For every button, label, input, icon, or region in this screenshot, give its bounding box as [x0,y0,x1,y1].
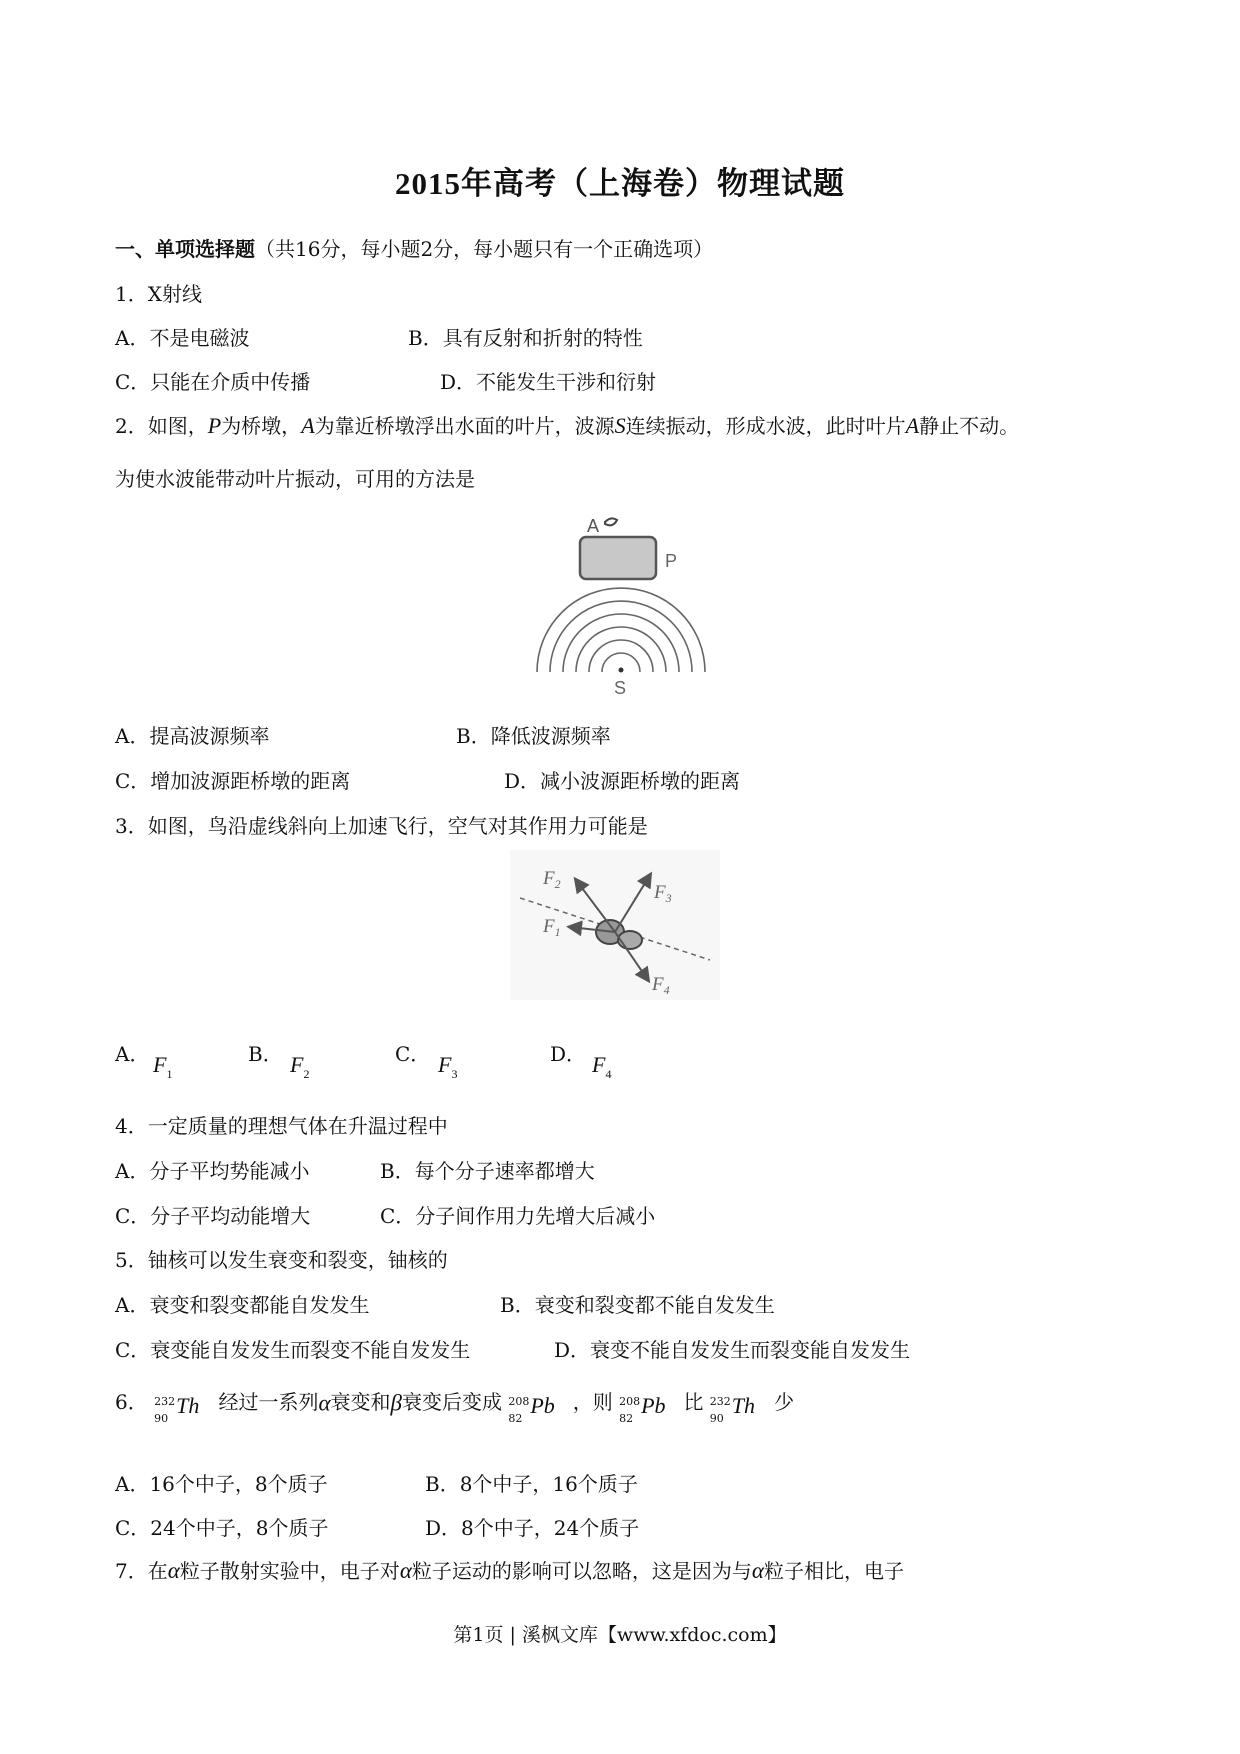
wave-arcs [537,588,705,672]
q5-option-d: D．衰变不能自发发生而裂变能自发发生 [554,1338,911,1362]
q6-option-a: A．16个中子，8个质子 [115,1472,328,1496]
q6-text: 衰变和 [330,1390,391,1414]
q4-option-d: C．分子间作用力先增大后减小 [380,1204,656,1228]
var-p: P [207,413,222,438]
q3-stem: 3．如图，鸟沿虚线斜向上加速飞行，空气对其作用力可能是 [115,814,648,838]
q1-option-c: C．只能在介质中传播 [115,370,311,394]
q7-text: 粒子散射实验中，电子对 [179,1559,400,1583]
q6-option-b: B．8个中子，16个质子 [425,1472,638,1496]
var-a: A [301,413,315,438]
label-p: P [665,551,678,571]
q3-bird-figure [510,850,720,1000]
var-s: S [614,413,626,438]
q6-text: 经过一系列 [218,1390,319,1414]
var-a: A [905,413,920,438]
wave-source-dot [619,668,624,673]
q2-wave-figure [525,508,715,698]
q6-option-d: D．8个中子，24个质子 [425,1516,640,1540]
q6-text: ，则 [572,1390,613,1414]
q3-option-b-value: $F_2$ [290,1052,310,1081]
label-f3: $F_3$ [654,882,672,905]
q5-stem: 5．铀核可以发生衰变和裂变，铀核的 [115,1248,448,1272]
beta-symbol: β [390,1390,402,1416]
q2-text: 为靠近桥墩浮出水面的叶片，波源 [314,414,615,438]
q6-stem [115,1388,795,1425]
q6-text: 衰变后变成 [402,1390,502,1414]
q4-option-c: C．分子平均动能增大 [115,1204,311,1228]
q3-option-b-label: B． [248,1042,283,1066]
q6-option-c: C．24个中子，8个质子 [115,1516,329,1540]
q2-option-a: A．提高波源频率 [115,724,270,748]
q7-text: 粒子相比，电子 [763,1559,904,1583]
q3-option-c-label: C． [395,1042,431,1066]
page-footer: 第1页 | 溪枫文库【www.xfdoc.com】 [453,1624,787,1646]
q3-option-a-label: A． [115,1042,150,1066]
alpha-symbol: α [751,1558,764,1583]
q2-option-c: C．增加波源距桥墩的距离 [115,769,351,793]
q5-option-b: B．衰变和裂变都不能自发发生 [500,1293,775,1317]
nuclide-th232: 232 90 Th [154,1393,200,1425]
section-note: （共16分，每小题2分，每小题只有一个正确选项） [255,237,714,261]
q2-text: 连续振动，形成水波，此时叶片 [625,414,906,438]
q2-stem-line2: 为使水波能带动叶片振动，可用的方法是 [115,467,475,491]
q4-option-b: B．每个分子速率都增大 [380,1159,595,1183]
q1-stem: 1．X射线 [115,282,202,306]
label-f2: $F_2$ [543,868,561,891]
q2-option-d: D．减小波源距桥墩的距离 [504,769,741,793]
alpha-symbol: α [167,1558,180,1583]
q1-option-d: D．不能发生干涉和衍射 [440,370,657,394]
q3-option-d-label: D． [550,1042,587,1066]
label-a: A [587,516,600,536]
q5-option-c: C．衰变能自发发生而裂变不能自发发生 [115,1338,471,1362]
q2-text: 2．如图， [115,414,208,438]
q4-stem: 4．一定质量的理想气体在升温过程中 [115,1114,448,1138]
q6-text: 比 [683,1390,704,1414]
q3-option-a-value: $F_1$ [153,1052,173,1081]
q5-option-a: A．衰变和裂变都能自发发生 [115,1293,370,1317]
page-title: 2015年高考（上海卷）物理试题 [395,166,845,201]
label-s: S [614,678,627,698]
q7-text: 7．在 [115,1559,168,1583]
section-title: 一、单项选择题 [115,237,255,261]
q2-text: 为桥墩， [221,414,302,438]
nuclide-pb208: 208 82 Pb [619,1393,666,1425]
alpha-symbol: α [318,1390,331,1416]
q2-stem [115,412,1019,440]
q3-option-c-value: $F_3$ [438,1052,458,1081]
pier-block [580,537,656,579]
q7-stem [115,1557,904,1585]
q1-option-b: B．具有反射和折射的特性 [408,326,643,350]
label-f1: $F_1$ [543,916,561,939]
q7-text: 粒子运动的影响可以忽略，这是因为与 [411,1559,752,1583]
section-heading [115,235,713,263]
q1-option-a: A．不是电磁波 [115,326,250,350]
q2-option-b: B．降低波源频率 [456,724,611,748]
label-f4: $F_4$ [652,974,670,997]
q3-option-d-value: $F_4$ [592,1052,612,1081]
q4-option-a: A．分子平均势能减小 [115,1159,310,1183]
nuclide-pb208: 208 82 Pb [508,1393,555,1425]
nuclide-th232: 232 90 Th [709,1393,756,1425]
q6-number: 6． [115,1390,148,1414]
q6-text: 少 [774,1390,795,1414]
q2-text: 静止不动。 [919,414,1020,438]
leaf-icon [605,518,617,525]
alpha-symbol: α [399,1558,412,1583]
